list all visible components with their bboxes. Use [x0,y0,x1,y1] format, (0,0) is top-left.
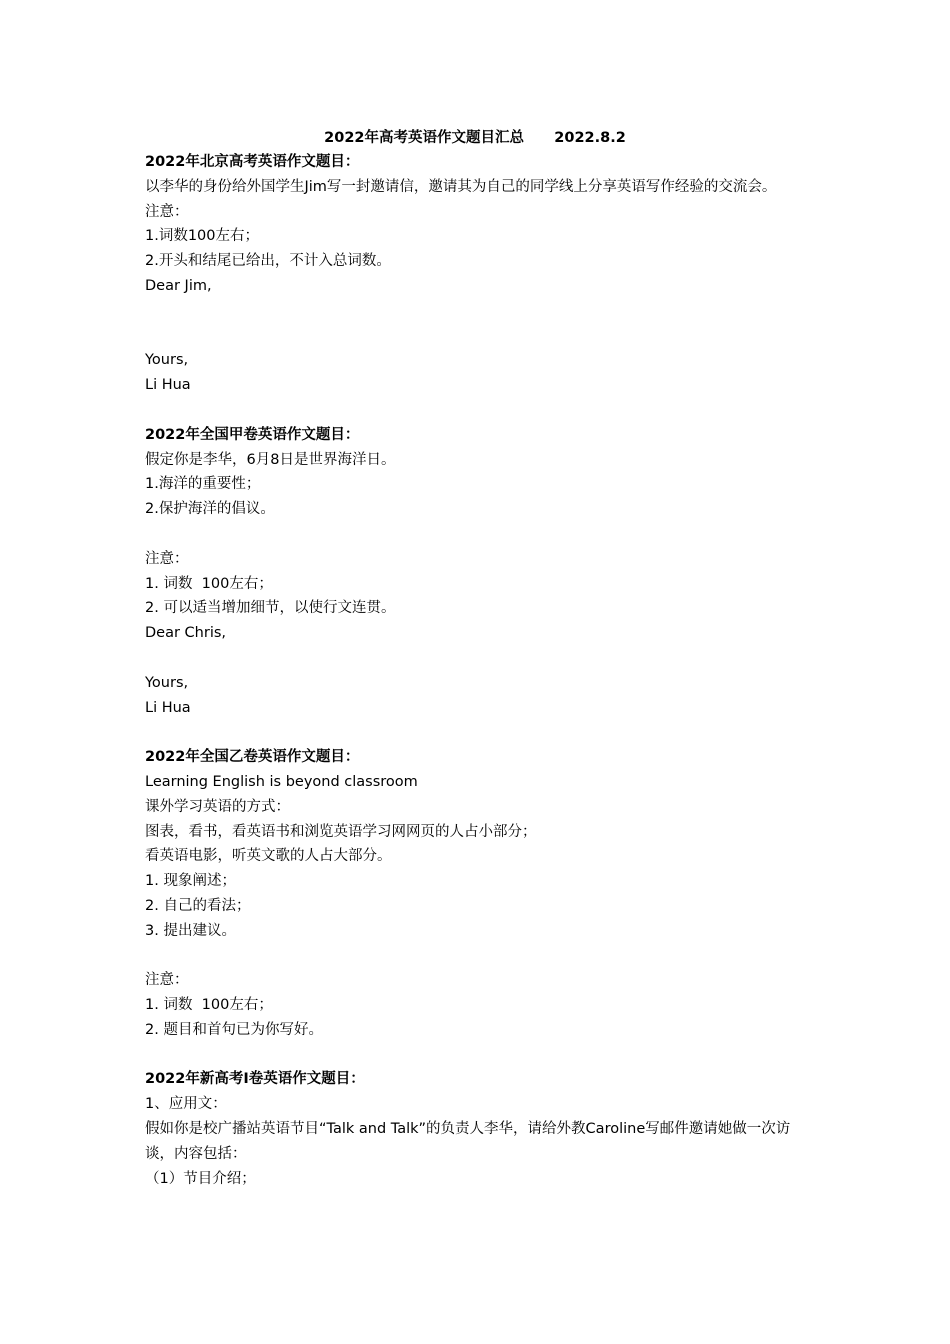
text-line: Li Hua [145,699,191,716]
text-line: Yours, [145,674,189,691]
text-line: 1. 词数 100左右； [145,997,273,1014]
blank-line [145,944,815,969]
text-line: Yours, [145,352,189,369]
text-line: 看英语电影，听英文歌的人占大部分。 [145,848,392,865]
blank-line [145,398,815,423]
text-line: （1）节目介绍； [145,1170,256,1187]
section-heading: 2022年全国甲卷英语作文题目： [145,426,360,443]
text-line: 1、应用文： [145,1096,227,1113]
text-line: Li Hua [145,377,191,394]
text-line: 假定你是李华，6月8日是世界海洋日。 [145,451,396,468]
text-line: 2.保护海洋的倡议。 [145,501,275,518]
text-line: 1.海洋的重要性； [145,476,261,493]
document-body [145,150,815,1191]
text-line: 注意： [145,972,189,989]
text-line: Learning English is beyond classroom [145,773,418,790]
blank-line [145,720,815,745]
blank-line [145,324,815,349]
text-line: 注意： [145,203,189,220]
blank-line [145,646,815,671]
section-heading: 2022年新高考Ⅰ卷英语作文题目： [145,1071,365,1088]
text-line: 注意： [145,550,189,567]
blank-line [145,522,815,547]
text-line: 1.词数100左右； [145,228,260,245]
text-line: 3. 提出建议。 [145,922,236,939]
text-line: Dear Chris, [145,625,227,642]
text-line: Dear Jim, [145,277,212,294]
text-line: 课外学习英语的方式： [145,798,290,815]
text-line: 1. 现象阐述； [145,873,236,890]
section-heading: 2022年全国乙卷英语作文题目： [145,749,360,766]
text-line: 1. 词数 100左右； [145,575,273,592]
section-heading: 2022年北京高考英语作文题目： [145,154,360,170]
text-line: 2.开头和结尾已给出，不计入总词数。 [145,253,391,270]
text-line: 2. 题目和首句已为你写好。 [145,1021,323,1038]
text-line: 2. 可以适当增加细节，以使行文连贯。 [145,600,396,617]
text-line: 假如你是校广播站英语节目“Talk and Talk”的负责人李华，请给外教Caroline写邮件邀请她做一次访谈，内容包括： [145,1121,791,1162]
blank-line [145,299,815,324]
text-line: 图表，看书，看英语书和浏览英语学习网网页的人占小部分； [145,823,537,840]
document-title: 2022年高考英语作文题目汇总 2022.8.2 [324,130,626,146]
text-line: 2. 自己的看法； [145,897,251,914]
blank-line [145,1043,815,1068]
text-line: 以李华的身份给外国学生Jim写一封邀请信，邀请其为自己的同学线上分享英语写作经验的交流会。 [145,178,777,195]
